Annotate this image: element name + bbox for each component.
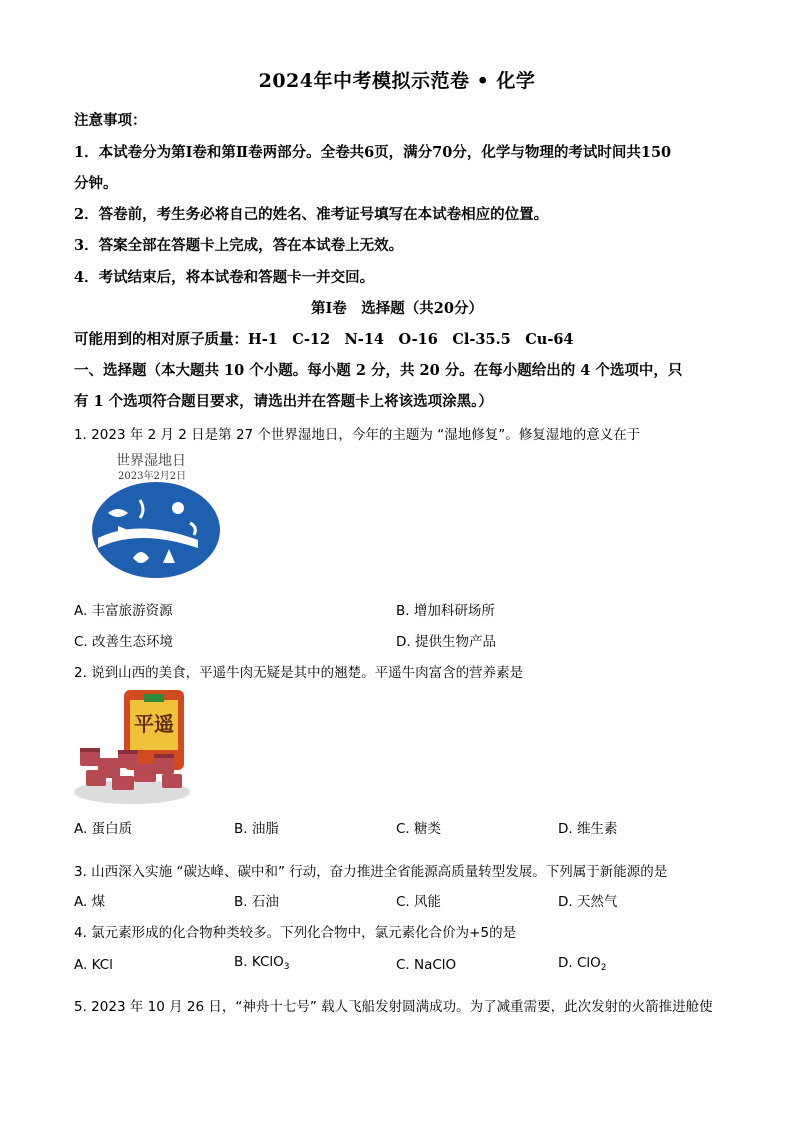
q2-option-a: A. 蛋白质 bbox=[74, 821, 133, 837]
q4-option-b-text: B. KClO bbox=[234, 954, 284, 970]
q3-option-d: D. 天然气 bbox=[558, 894, 618, 910]
wetlands-date: 2023年2月2日 bbox=[118, 471, 187, 482]
q1-option-a: A. 丰富旅游资源 bbox=[74, 603, 173, 619]
atomic-masses: 可能用到的相对原子质量：H-1 C-12 N-14 O-16 Cl-35.5 Cu-64 bbox=[74, 331, 574, 348]
q1-option-d: D. 提供生物产品 bbox=[396, 634, 496, 650]
q2-option-d: D. 维生素 bbox=[558, 821, 618, 837]
q2-option-c: C. 糖类 bbox=[396, 821, 442, 837]
q2-option-b: B. 油脂 bbox=[234, 821, 279, 837]
notice-item-2: 2．答卷前，考生务必将自己的姓名、准考证号填写在本试卷相应的位置。 bbox=[74, 206, 549, 223]
q1-option-c: C. 改善生态环境 bbox=[74, 634, 174, 650]
pingyao-beef-image bbox=[72, 688, 194, 806]
q4-option-b-subscript: 3 bbox=[283, 962, 290, 972]
exam-title: 2024年中考模拟示范卷 • 化学 bbox=[258, 70, 536, 92]
notice-item-1: 1．本试卷分为第Ⅰ卷和第Ⅱ卷两部分。全卷共6页，满分70分，化学与物理的考试时间共150 bbox=[74, 144, 672, 161]
q4-option-a: A. KCl bbox=[74, 957, 113, 973]
q4-option-d-text: D. ClO bbox=[558, 955, 601, 971]
section-title: 第Ⅰ卷 选择题（共20分） bbox=[311, 300, 483, 317]
notice-item-1-cont: 分钟。 bbox=[74, 175, 118, 192]
question-4-stem: 4. 氯元素形成的化合物种类较多。下列化合物中，氯元素化合价为+5的是 bbox=[74, 925, 517, 941]
notice-item-4: 4．考试结束后，将本试卷和答题卡一并交回。 bbox=[74, 269, 375, 286]
beef-package-icon bbox=[72, 688, 194, 806]
q3-option-a: A. 煤 bbox=[74, 894, 106, 910]
part1-instructions-line2: 有 1 个选项符合题目要求，请选出并在答题卡上将该选项涂黑。） bbox=[74, 393, 493, 410]
q1-option-b: B. 增加科研场所 bbox=[396, 603, 495, 619]
beef-package-label: 平遥 bbox=[134, 712, 174, 736]
q4-option-d bbox=[558, 955, 607, 973]
question-2-stem: 2. 说到山西的美食，平遥牛肉无疑是其中的翘楚。平遥牛肉富含的营养素是 bbox=[74, 665, 524, 681]
q3-option-c: C. 风能 bbox=[396, 894, 442, 910]
question-1-stem: 1. 2023 年 2 月 2 日是第 27 个世界湿地日，今年的主题为 “湿地修复”。修复湿地的意义在于 bbox=[74, 427, 641, 443]
question-5-stem: 5. 2023 年 10 月 26 日，“神舟十七号” 载人飞船发射圆满成功。为了减重需要，此次发射的火箭推进舱使 bbox=[74, 999, 713, 1015]
notice-heading: 注意事项： bbox=[74, 112, 147, 129]
wetlands-emblem-icon bbox=[78, 478, 228, 583]
world-wetlands-day-image bbox=[78, 448, 228, 583]
notice-item-3: 3．答案全部在答题卡上完成，答在本试卷上无效。 bbox=[74, 237, 404, 254]
q4-option-c: C. NaClO bbox=[396, 957, 457, 973]
part1-instructions-line1: 一、选择题（本大题共 10 个小题。每小题 2 分，共 20 分。在每小题给出的 4 个选项中，只 bbox=[74, 362, 683, 379]
wetlands-caption: 世界湿地日 bbox=[116, 453, 186, 469]
q3-option-b: B. 石油 bbox=[234, 894, 279, 910]
question-3-stem: 3. 山西深入实施 “碳达峰、碳中和” 行动，奋力推进全省能源高质量转型发展。下列属于新能源的是 bbox=[74, 864, 668, 880]
q4-option-d-subscript: 2 bbox=[600, 963, 607, 973]
q4-option-b bbox=[234, 954, 290, 972]
